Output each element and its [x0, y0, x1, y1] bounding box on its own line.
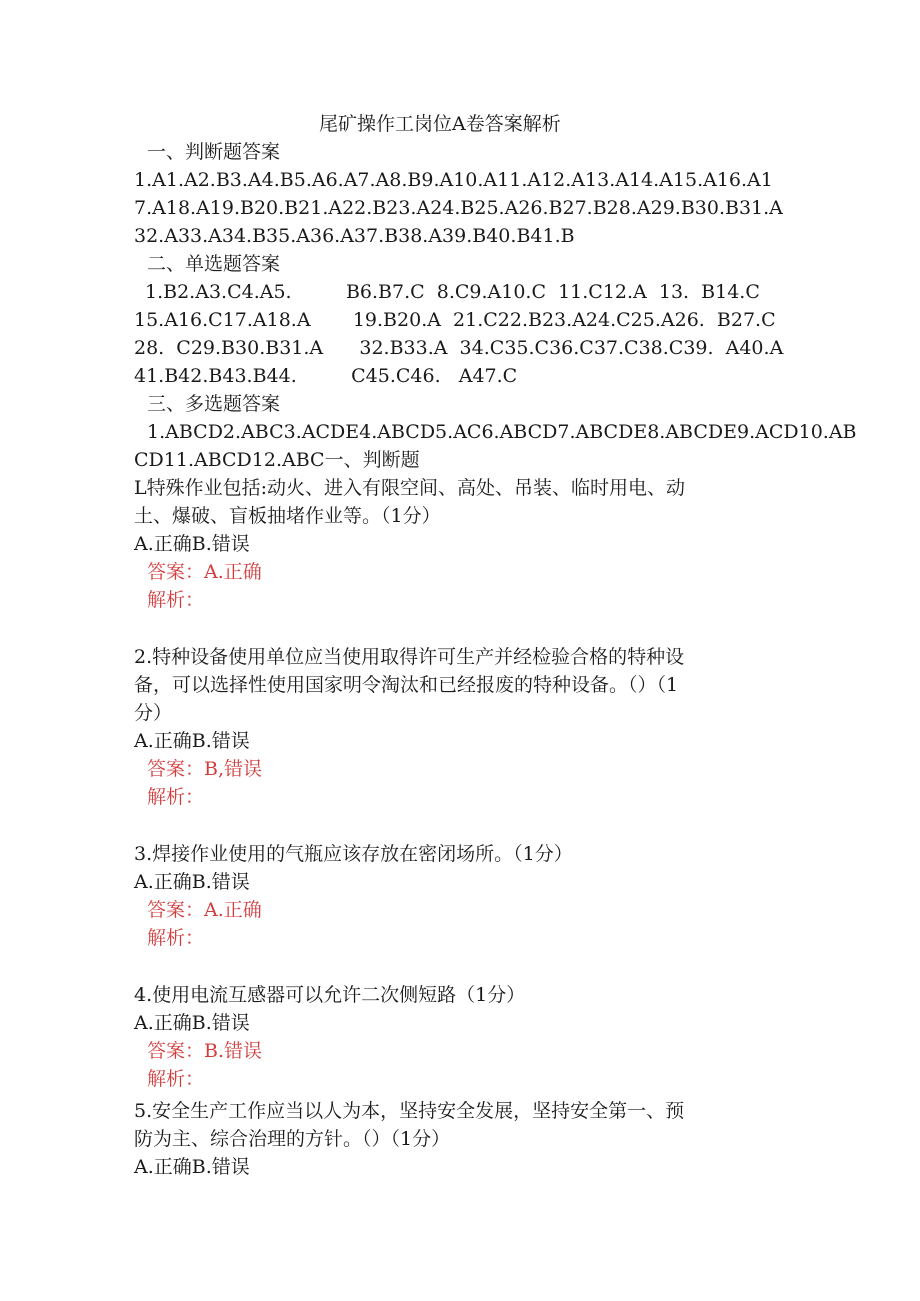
question-answer: 答案：A.正确 — [147, 899, 262, 921]
question-answer: 答案：A.正确 — [147, 561, 262, 583]
question-text: 备，可以选择性使用国家明令淘汰和已经报废的特种设备。（）（1 — [134, 674, 679, 696]
question-options: A.正确B.错误 — [134, 533, 250, 555]
judge-answers-line: 32.A33.A34.B35.A36.A37.B38.A39.B40.B41.B — [134, 225, 575, 247]
question-text: 5.安全生产工作应当以人为本，坚持安全发展，坚持安全第一、预 — [134, 1100, 685, 1122]
question-text: L特殊作业包括:动火、进入有限空间、高处、吊装、临时用电、动 — [134, 477, 686, 499]
question-analysis: 解析： — [147, 1068, 205, 1090]
judge-answers-line: 7.A18.A19.B20.B21.A22.B23.A24.B25.A26.B27.B28.A29.B30.B31.A — [134, 197, 783, 219]
question-options: A.正确B.错误 — [134, 871, 250, 893]
multi-answers-line: 1.ABCD2.ABC3.ACDE4.ABCD5.AC6.ABCD7.ABCDE8.ABCDE9.ACD10.AB — [147, 421, 857, 443]
question-analysis: 解析： — [147, 589, 205, 611]
question-text: 分） — [134, 702, 173, 724]
judge-answers-line: 1.A1.A2.B3.A4.B5.A6.A7.A8.B9.A10.A11.A12.A13.A14.A15.A16.A1 — [134, 169, 773, 191]
question-answer: 答案：B,错误 — [147, 758, 263, 780]
question-analysis: 解析： — [147, 786, 205, 808]
single-answers-line: 41.B42.B43.B44. C45.C46. A47.C — [134, 365, 518, 387]
document-title: 尾矿操作工岗位A卷答案解析 — [319, 113, 561, 135]
single-answers-line: 15.A16.C17.A18.A 19.B20.A 21.C22.B23.A24.C25.A26. B27.C — [134, 309, 776, 331]
question-text: 3.焊接作业使用的气瓶应该存放在密闭场所。（1分） — [134, 843, 573, 865]
question-text: 4.使用电流互感器可以允许二次侧短路（1分） — [134, 984, 526, 1006]
single-answers-line: 1.B2.A3.C4.A5. B6.B7.C 8.C9.A10.C 11.C12.A 13. B14.C — [145, 281, 760, 303]
question-text: 2.特种设备使用单位应当使用取得许可生产并经检验合格的特种设 — [134, 646, 685, 668]
section-header-single: 二、单选题答案 — [147, 253, 281, 275]
question-text: 防为主、综合治理的方针。（）（1分） — [134, 1128, 451, 1150]
multi-answers-line: CD11.ABCD12.ABC一、判断题 — [134, 449, 420, 471]
question-text: 土、爆破、盲板抽堵作业等。（1分） — [134, 505, 441, 527]
question-options: A.正确B.错误 — [134, 730, 250, 752]
question-options: A.正确B.错误 — [134, 1012, 250, 1034]
question-options: A.正确B.错误 — [134, 1156, 250, 1178]
section-header-judge: 一、判断题答案 — [147, 141, 281, 163]
question-answer: 答案：B.错误 — [147, 1040, 263, 1062]
question-analysis: 解析： — [147, 927, 205, 949]
single-answers-line: 28. C29.B30.B31.A 32.B33.A 34.C35.C36.C37.C38.C39. A40.A — [134, 337, 784, 359]
section-header-multi: 三、多选题答案 — [147, 393, 281, 415]
